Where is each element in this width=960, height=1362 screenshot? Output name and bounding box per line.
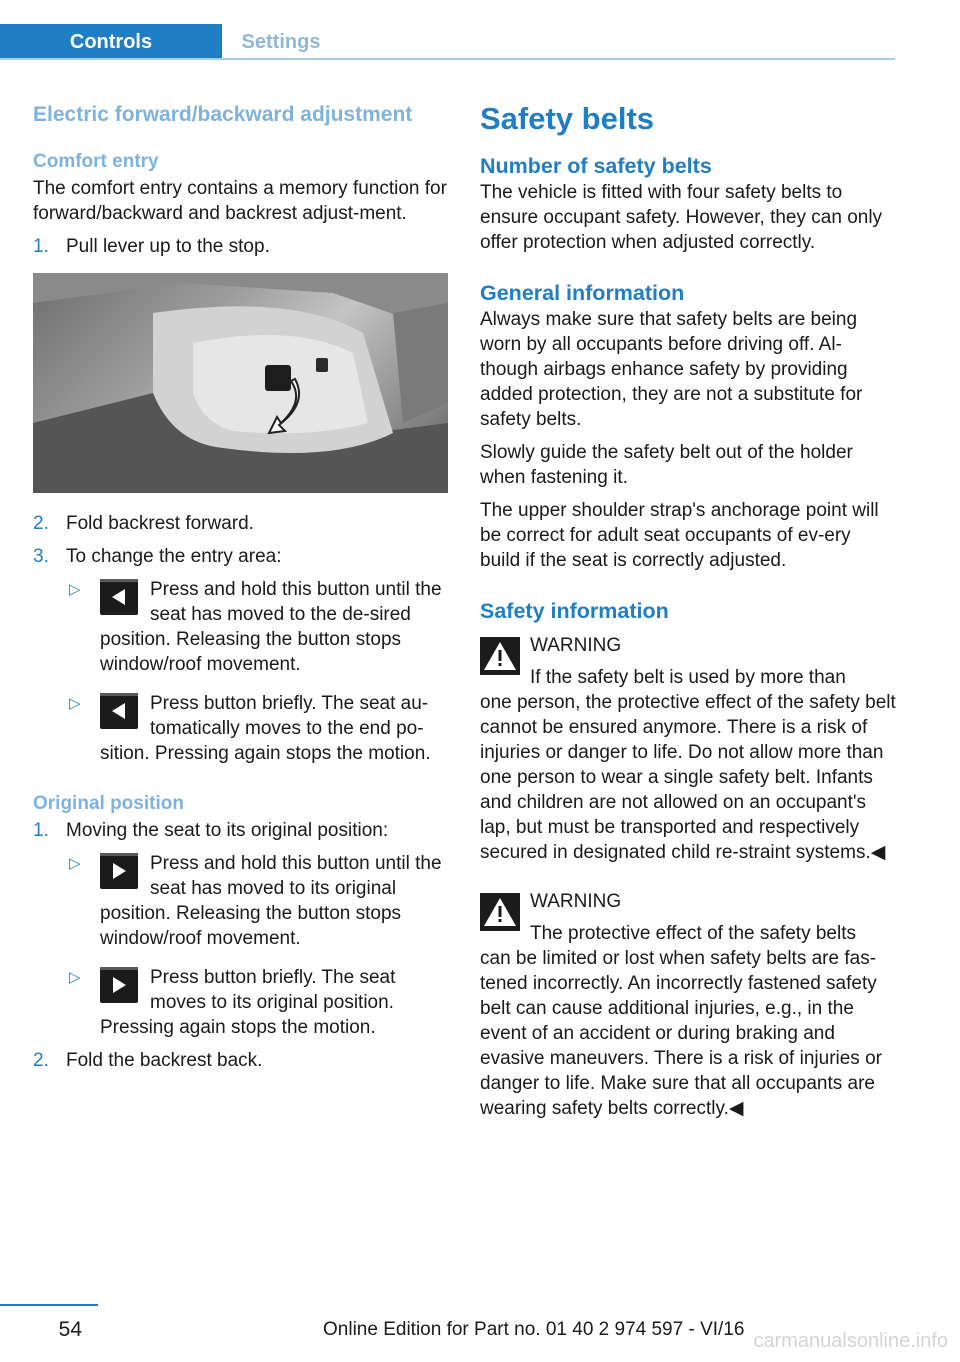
comfort-step-1: [33, 234, 448, 259]
header-rule: [0, 58, 895, 60]
warning-block-1: [480, 633, 896, 865]
warning-label: WARNING: [530, 635, 622, 656]
step-text: Fold the backrest back.: [66, 1050, 263, 1071]
chapter-tabs: [0, 24, 895, 60]
original-step-1: [33, 818, 448, 843]
comfort-intro: The comfort entry contains a memory function for forward/backward and backrest adjust‐ment.: [33, 178, 447, 224]
comfort-step-2: [33, 511, 448, 536]
warning-triangle-icon: [480, 893, 520, 931]
warning-text: can be limited or lost when safety belts are fas‐tened incorrectly. An incorrectly fastened safety belt can cause additional injuries, e.g., in the event of an accident or during braking and evasive maneuvers. There is a risk of injuries or danger to life. Make sure that all occupants are wearing safety belts correctly.◀: [480, 948, 882, 1119]
comfort-substep-brief: [66, 691, 448, 766]
step-text: To change the entry area:: [66, 546, 282, 567]
seat-lever-illustration: [33, 273, 448, 493]
step-number: 2.: [33, 513, 49, 534]
footer-rule: [0, 1304, 98, 1306]
number-of-belts-text: The vehicle is fitted with four safety belts to ensure occupant safety. However, they can only offer protection when adjusted correctly.: [480, 182, 883, 253]
general-p1: Always make sure that safety belts are being worn by all occupants before driving off. Al‐though airbags enhance safety by providing added protection, they are not a substitute for safety belts.: [480, 309, 863, 430]
warning-label: WARNING: [530, 891, 622, 912]
warning-block-2: [480, 889, 896, 1121]
step-number: 1.: [33, 820, 49, 841]
heading-safety-information: Safety information: [480, 599, 669, 623]
edition-line: Online Edition for Part no. 01 40 2 974 597 - VI/16: [323, 1319, 745, 1340]
substep-text: Press and hold this button until the seat has moved to the de‐sired position. Releasing the button stops window/roof movement.: [100, 579, 442, 675]
warning-text-first-line: The protective effect of the safety belts: [530, 923, 856, 944]
bullet-triangle-icon: ▷: [69, 969, 81, 986]
heading-original-position: Original position: [33, 793, 184, 814]
right-column: [480, 100, 896, 1121]
tab-settings[interactable]: Settings: [241, 31, 321, 53]
general-p3: The upper shoulder strap's anchorage point will be correct for adult seat occupants of ev‐ery build if the seat is correctly adjusted.: [480, 500, 879, 571]
warning-text-first-line: If the safety belt is used by more than: [530, 667, 846, 688]
warning-text: one person, the protective effect of the safety belt cannot be ensured anymore. There is a risk of injuries or danger to life. Do not allow more than one person to wear a single safety belt. Infants and children are not allowed on an occupant's lap, but must be transported and respectively secured in designated child re‐straint systems.◀: [480, 692, 896, 863]
page-number: 54: [58, 1318, 82, 1341]
step-text: Fold backrest forward.: [66, 513, 254, 534]
arrow-right-button-icon: [100, 967, 138, 1003]
substep-text: Press button briefly. The seat au‐tomatically moves to the end po‐sition. Pressing again stops the motion.: [100, 693, 431, 764]
comfort-step-3: [33, 544, 448, 569]
substep-text: Press and hold this button until the seat has moved to its original position. Releasing the button stops window/roof movement.: [100, 853, 442, 949]
substep-text: Press button briefly. The seat moves to its original position. Pressing again stops the motion.: [100, 967, 396, 1038]
arrow-left-button-icon: [100, 579, 138, 615]
step-number: 2.: [33, 1050, 49, 1071]
general-p2: Slowly guide the safety belt out of the holder when fastening it.: [480, 442, 853, 488]
step-text: Pull lever up to the stop.: [66, 236, 270, 257]
seat-lever-photo: [33, 273, 448, 493]
page-title: Safety belts: [480, 101, 655, 136]
comfort-substep-hold: [66, 577, 448, 677]
arrow-right-button-icon: [100, 853, 138, 889]
bullet-triangle-icon: ▷: [69, 581, 81, 598]
tab-controls[interactable]: Controls: [0, 24, 222, 58]
warning-triangle-icon: [480, 637, 520, 675]
step-text: Moving the seat to its original position:: [66, 820, 389, 841]
section-title-electric-adjustment: Electric forward/backward adjustment: [33, 103, 413, 126]
bullet-triangle-icon: ▷: [69, 855, 81, 872]
arrow-left-button-icon: [100, 693, 138, 729]
heading-number-of-belts: Number of safety belts: [480, 154, 712, 178]
bullet-triangle-icon: ▷: [69, 695, 81, 712]
watermark: carmanualsonline.info: [753, 1330, 948, 1352]
step-number: 3.: [33, 546, 49, 567]
original-substep-brief: [66, 965, 448, 1040]
heading-general-information: General information: [480, 281, 685, 305]
original-substep-hold: [66, 851, 448, 951]
original-step-2: [33, 1048, 448, 1073]
left-column: [33, 100, 448, 1073]
heading-comfort-entry: Comfort entry: [33, 151, 159, 172]
step-number: 1.: [33, 236, 49, 257]
